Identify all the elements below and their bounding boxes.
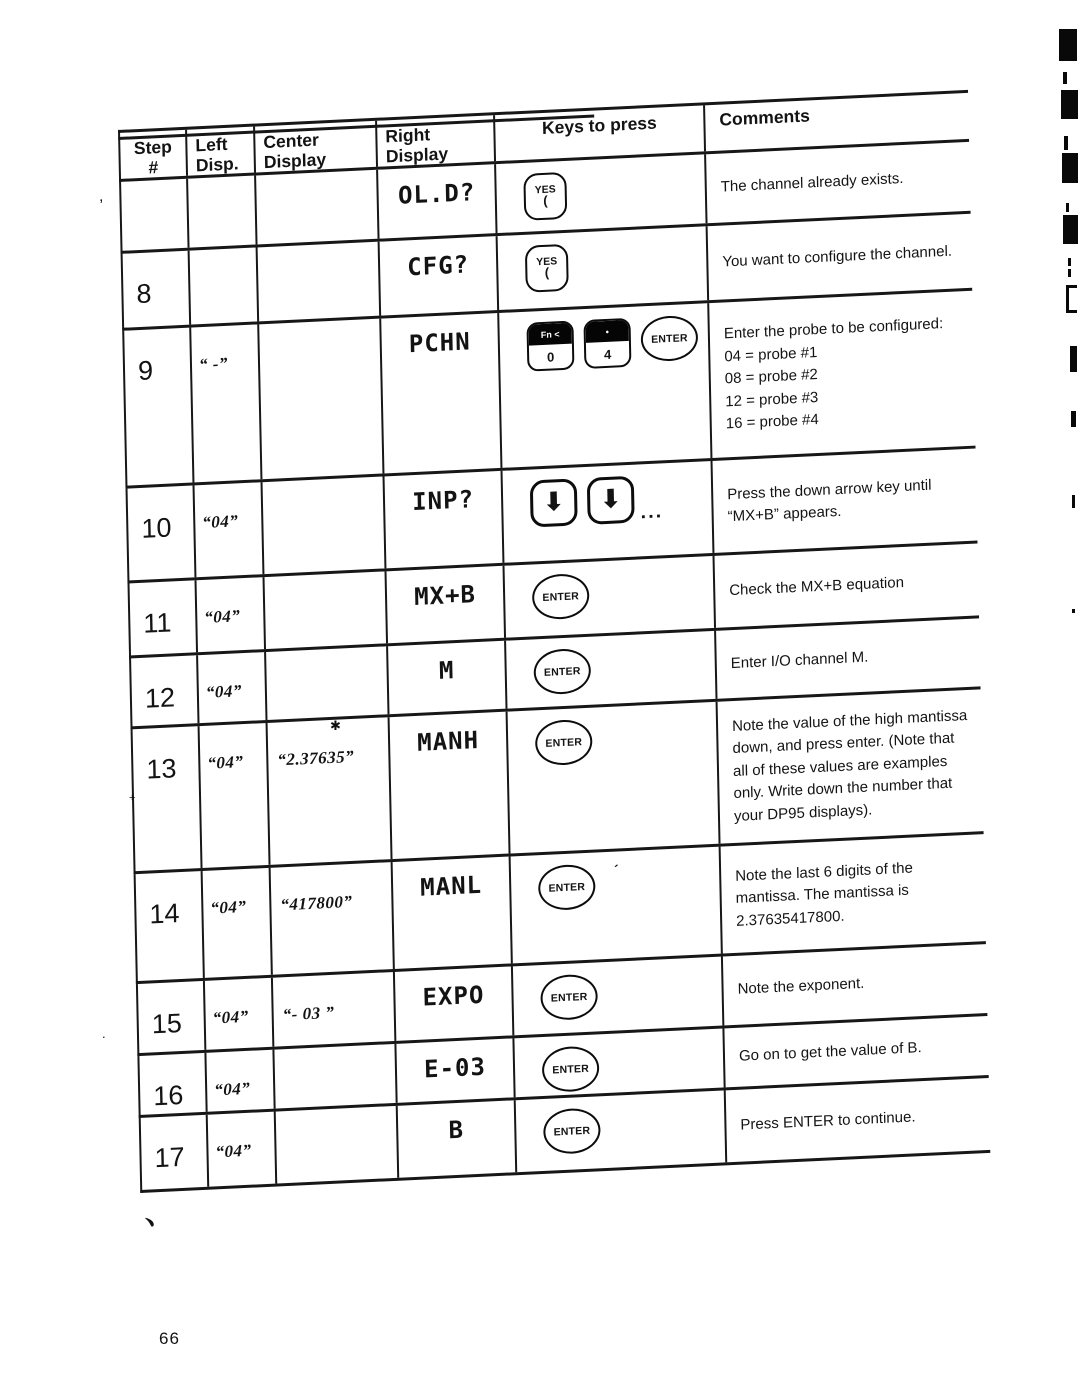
scan-artifact-bracket [1066,285,1077,313]
comment-text: The channel already exists. [720,170,904,196]
scan-artifact [1062,153,1078,183]
comment-text: Note the exponent. [737,975,865,999]
center-display-value [265,571,389,649]
keys-to-press-cell [496,154,707,233]
right-display-value: EXPO [395,966,514,1040]
enter-key-label: ENTER [543,664,581,679]
comment-cell [723,944,987,1025]
left-display-value: “04” [198,652,267,723]
four-key-label: 4 [603,346,612,362]
enter-key [535,719,593,767]
keys-to-press-cell [514,1028,725,1097]
step-number: 10 [128,485,197,580]
center-display-value [256,170,379,245]
keys-to-press-cell [505,556,717,638]
scan-speck: ´ [614,862,619,878]
scan-artifact [1063,215,1078,244]
left-display-value: “04” [203,868,273,978]
procedure-table [118,90,990,1193]
scan-speck: + [129,792,136,804]
enter-key [640,315,698,363]
comment-text: You want to configure the channel. [722,242,953,271]
enter-key-label: ENTER [542,589,580,604]
enter-key-label: ENTER [553,1124,591,1138]
scan-speck: ✱ [330,718,341,733]
right-display-value: CFG? [380,236,500,315]
step-number: 8 [123,251,192,328]
comment-text: Check the MX+B equation [729,573,905,599]
comment-cell [724,1016,988,1087]
header-right-display: Right Display [377,115,496,167]
left-display-value: “04” [206,1050,275,1112]
comment-cell [721,834,986,953]
left-display-value: “04” [205,978,274,1050]
comment-cell [706,142,970,223]
keys-to-press-cell [506,631,717,709]
step-number: 12 [131,655,199,726]
comment-cell [708,214,973,300]
scan-artifact [1072,609,1075,613]
center-display-value [258,242,382,322]
enter-key-label: ENTER [548,880,586,895]
keys-to-press-cell [498,226,710,310]
scan-speck: . [102,1026,106,1041]
center-display-value [266,646,389,720]
scan-artifact [1061,90,1078,119]
center-display-value: “417800” [271,862,395,975]
step-number: 16 [139,1053,207,1115]
scan-artifact [1071,411,1076,427]
scan-artifact [1059,29,1077,61]
center-display-value: “2.37635” [268,717,393,865]
keys-to-press-cell [508,702,721,854]
keys-to-press-cell [503,461,715,563]
header-step: Step # [120,130,188,179]
header-comments: Comments [719,105,811,130]
left-display-value: “04” [200,723,271,868]
comment-text: Go on to get the value of B. [738,1039,922,1065]
left-display-value: “04” [195,482,265,577]
down-arrow-icon: ⬇ [542,486,565,518]
scan-artifact [1072,495,1075,508]
right-display-value: MX+B [387,566,507,643]
header-center-display: Center Display [255,121,378,173]
right-display-value: E-03 [396,1038,515,1103]
comment-text: Press ENTER to continue. [740,1108,916,1134]
scan-artifact [1068,258,1071,266]
right-display-value: M [388,641,507,714]
fn-0-key [526,321,574,372]
left-display-value [188,175,257,247]
comment-cell [726,1078,991,1162]
center-display-value [276,1106,400,1184]
enter-key [542,1045,600,1093]
header-left-display: Left Disp. [187,127,256,176]
yes-key [525,244,569,293]
scan-artifact [1066,203,1069,212]
fn-key-label: Fn < [528,323,571,346]
step-number: 9 [124,328,194,486]
enter-key [533,648,591,696]
left-display-value: “ -” [191,324,262,482]
comment-text: Enter the probe to be configured: 04 = probe #1 08 = probe #2 12 = probe #3 16 = probe #4 [723,315,944,433]
left-display-value [190,247,260,324]
enter-key-label: ENTER [650,331,688,346]
step-number: 13 [133,726,203,871]
dot-4-key [583,318,631,369]
comment-cell [713,449,978,553]
step-number [121,179,189,251]
center-display-value: “- 03 ” [273,972,396,1047]
scan-artifact [1064,136,1068,150]
yes-key-sublabel: ( [544,264,550,281]
header-keys-to-press: Keys to press [495,105,706,161]
right-display-value: OL.D? [378,164,497,238]
right-display-value: B [398,1100,518,1177]
dot-key-label: • [585,320,628,343]
scan-artifact [1063,72,1067,84]
enter-key [540,973,598,1021]
scan-speck: , [99,188,104,205]
comment-text: Note the last 6 digits of the mantissa. The mantissa is 2.37635417800. [735,859,914,930]
comment-text: Note the value of the high mantissa down, and press enter. (Note that all of these values are examples only. Write down the number that your DP95 displays). [731,706,968,825]
keys-to-press-cell [516,1090,728,1172]
right-display-value: MANL [393,856,513,968]
left-display-value: “04” [208,1112,278,1187]
keys-to-press-cell [513,956,724,1035]
center-display-value [259,319,384,480]
yes-key [523,172,567,221]
down-arrow-key [587,476,635,525]
step-number: 11 [130,580,199,655]
step-number: 14 [136,871,205,981]
yes-key-label: YES [534,183,556,197]
right-display-value: PCHN [381,313,502,473]
yes-key-sublabel: ( [543,192,548,209]
comment-cell [716,618,980,698]
right-display-value: MANH [390,712,511,859]
scan-artifact [1068,269,1071,277]
step-number: 15 [138,981,206,1053]
enter-key [532,573,590,621]
enter-key [543,1107,601,1155]
enter-key-label: ENTER [550,990,588,1005]
comment-cell [709,291,975,458]
keys-to-press-cell [499,303,712,468]
enter-key [538,864,596,912]
center-display-value [263,476,387,574]
scan-speck: ﹅ [143,1215,157,1230]
right-display-value: INP? [385,471,505,568]
zero-key-label: 0 [546,348,555,365]
enter-key-label: ENTER [552,1062,590,1077]
down-arrow-icon: ⬇ [599,483,622,515]
left-display-value: “04” [197,577,267,652]
scan-artifact [1070,346,1077,372]
page-number: 66 [159,1329,180,1348]
comment-cell [718,689,984,843]
repeat-ellipsis: ... [640,500,664,524]
enter-key-label: ENTER [545,735,583,750]
center-display-value [274,1044,397,1109]
down-arrow-key [530,478,578,527]
comment-cell [715,543,980,627]
comment-text: Press the down arrow key until “MX+B” appears. [727,476,932,526]
yes-key-label: YES [536,255,558,269]
comment-text: Enter I/O channel M. [730,648,869,672]
step-number: 17 [141,1115,210,1190]
